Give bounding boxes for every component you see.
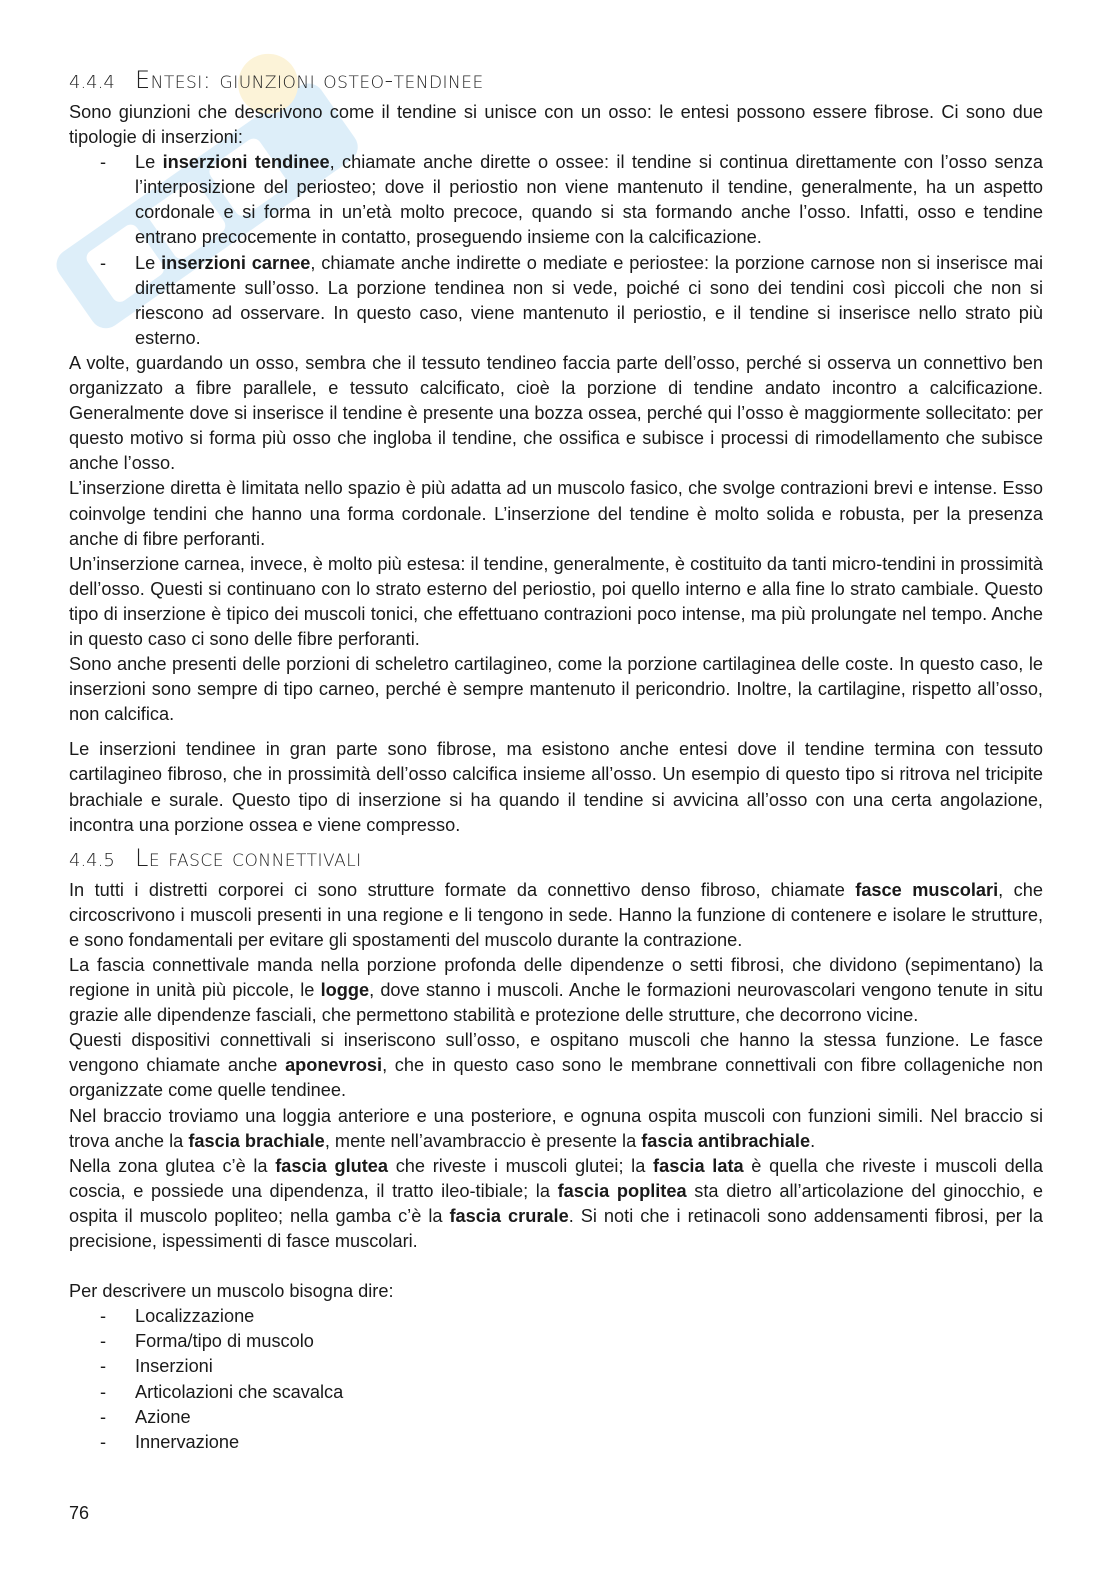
list-intro: Per descrivere un muscolo bisogna dire: [69,1281,394,1302]
paragraph: Nella zona glutea c’è la fascia glutea che riveste i muscoli glutei; la fascia lata è quella che riveste i muscoli della coscia, e possiede una dipendenza, il tratto ileo-tibiale; la fascia poplitea sta dietro all’articolazione del ginocchio, e ospita il muscolo popliteo; nella gamba c’è la fascia crurale. Si noti che i retinacoli sono addensamenti fibrosi, per la precisione, ispessimenti di fasce muscolari. [69,1155,1044,1252]
paragraph: Sono anche presenti delle porzioni di scheletro cartilagineo, come la porzione cartilaginea delle coste. In questo caso, le inserzioni sono sempre di tipo carneo, perché è sempre mantenuto il pericondrio. Inoltre, la cartilagine, rispetto all’osso, non calcifica. [69,654,1043,725]
intro-paragraph: Sono giunzioni che descrivono come il tendine si unisce con un osso: le entesi possono essere fibrose. Ci sono due tipologie di inserzioni: [69,102,1043,148]
muscle-description-list [69,1304,1043,1455]
list-item: - Le inserzioni tendinee, chiamate anche dirette o ossee: il tendine si continua direttamente con l’osso senza l’interposizione del periosteo; dove il periostio non viene mantenuto il tendine, generalmente, ha un aspetto cordonale e si forma in un’età molto precoce, quando si sta formando anche l’osso. Infatti, osso e tendine entrano precocemente in contatto, proseguendo insieme con la calcificazione. [100,152,1043,248]
paragraph: Un’inserzione carnea, invece, è molto più estesa: il tendine, generalmente, è costituito da tanti micro-tendini in prossimità dell’osso. Questi si continuano con lo strato esterno del periostio, poi quello interno e alla fine lo strato cambiale. Questo tipo di inserzione è tipico dei muscoli tonici, che effettuano contrazioni poco intense, ma più prolungate nel tempo. Anche in questo caso ci sono delle fibre perforanti. [69,553,1043,649]
list-item: - Le inserzioni carnee, chiamate anche indirette o mediate e periostee: la porzione carnose non si inserisce mai direttamente sull’osso. La porzione tendinea non si vede, poiché ci sono dei tendini così piccoli che non si riescono ad osservare. In questo caso, viene mantenuto il periostio, e il tendine si inserisce nello strato più esterno. [100,252,1043,348]
list-item: - Inserzioni [100,1356,213,1377]
paragraph: Nel braccio troviamo una loggia anteriore e una posteriore, e ognuna ospita muscoli con funzioni simili. Nel braccio si trova anche la fascia brachiale, mente nell’avambraccio è presente la fascia antibrachiale. [69,1105,1043,1151]
list-item: - Articolazioni che scavalca [100,1381,344,1402]
paragraph: Le inserzioni tendinee in gran parte sono fibrose, ma esistono anche entesi dove il tendine termina con tessuto cartilagineo fibroso, che in prossimità dell’osso calcifica insieme all’osso. Un esempio di questo tipo si ritrova nel tricipite brachiale e surale. Questo tipo di inserzione si ha quando il tendine si avvicina all’osso con una certa angolazione, incontra una porzione ossea e viene compresso. [69,739,1043,835]
section-title: Le fasce connettivali [135,843,362,872]
insertion-types-list [69,150,1043,351]
term-inserzioni-tendinee: inserzioni tendinee [162,152,330,173]
paragraph: A volte, guardando un osso, sembra che il tessuto tendineo faccia parte dell’osso, perché si osserva un connettivo ben organizzato a fibre parallele, e tessuto calcificato, cioè la porzione di tendine andato incontro a calcificazione. Generalmente dove si inserisce il tendine è presente una bozza ossea, perché qui l’osso è maggiormente sollecitato: per questo motivo si forma più osso che ingloba il tendine, che ossifica e subisce i processi di rimodellamento che subisce anche l’osso. [69,352,1043,474]
section-heading-fasce [69,838,1043,878]
paragraph: In tutti i distretti corporei ci sono strutture formate da connettivo denso fibroso, chiamate fasce muscolari, che circoscrivono i muscoli presenti in una regione e li tengono in sede. Hanno la funzione di contenere e isolare le strutture, e sono fondamentali per evitare gli spostamenti del muscolo durante la contrazione. [69,879,1043,950]
section-number: 4.4.5 [69,849,115,871]
term-inserzioni-carnee: inserzioni carnee [161,252,311,273]
section-heading-entesi [69,60,1043,100]
document-page [69,60,1043,1455]
paragraph: L’inserzione diretta è limitata nello spazio è più adatta ad un muscolo fasico, che svolge contrazioni brevi e intense. Esso coinvolge tendini che hanno una forma cordonale. L’inserzione del tendine è molto solida e robusta, per la presenza anche di fibre perforanti. [69,478,1043,549]
page-number: 76 [69,1503,90,1523]
list-item: - Forma/tipo di muscolo [100,1331,314,1352]
paragraph: La fascia connettivale manda nella porzione profonda delle dipendenze o setti fibrosi, che dividono (sepimentano) la regione in unità più piccole, le logge, dove stanno i muscoli. Anche le formazioni neurovascolari vengono tenute in situ grazie alle dipendenze fasciali, che permettono stabilità e protezione delle strutture, che decorrono vicine. [69,955,1043,1026]
paragraph: Questi dispositivi connettivali si inseriscono sull’osso, e ospitano muscoli che hanno la stessa funzione. Le fasce vengono chiamate anche aponevrosi, che in questo caso sono le membrane connettivali con fibre collageniche non organizzate come quelle tendinee. [69,1030,1043,1101]
list-item: - Localizzazione [100,1306,255,1327]
list-item: - Innervazione [100,1431,240,1452]
list-item: - Azione [100,1406,191,1427]
section-title: Entesi: giunzioni osteo-tendinee [135,66,484,94]
section-number: 4.4.4 [69,72,115,93]
